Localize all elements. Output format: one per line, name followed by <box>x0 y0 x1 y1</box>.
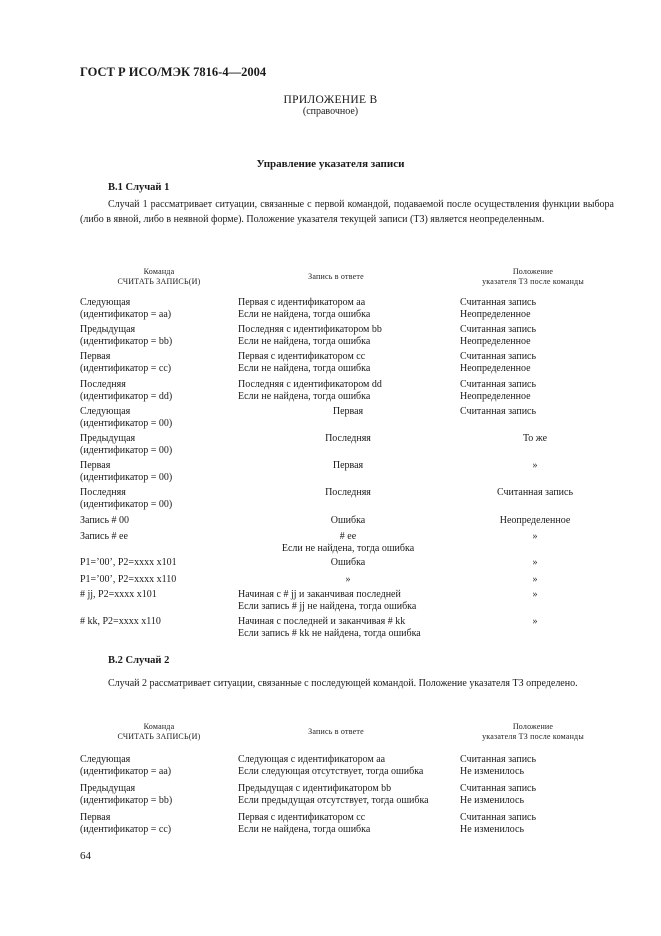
cell-text: Неопределенное <box>460 308 531 320</box>
table-row-cell: # kk, P2=xxxx x110 <box>80 616 161 627</box>
table-row-cell: P1=’00’, P2=xxxx x110 <box>80 574 177 585</box>
cell-text: (идентификатор = 00) <box>80 417 173 429</box>
table-row-cell <box>80 783 236 806</box>
appendix-title: ПРИЛОЖЕНИЕ В <box>283 94 378 106</box>
cell-text: Следующая с идентификатором аа <box>238 754 386 765</box>
cell-text: Предыдущая <box>80 433 136 444</box>
appendix-subtitle: (справочное) <box>302 106 359 117</box>
table-row-cell: » <box>532 557 538 568</box>
cell-text: Начиная с # jj и заканчивая последней <box>238 589 401 600</box>
header-command-line1: Команда <box>143 722 175 731</box>
table-row-cell <box>80 297 236 320</box>
cell-text: Первая <box>80 460 111 471</box>
table-row-cell: То же <box>522 433 548 444</box>
cell-text: Неопределенное <box>460 390 531 402</box>
cell-text: Последняя <box>80 379 126 390</box>
table-row-cell <box>238 589 458 612</box>
cell-text: Последняя <box>80 487 126 498</box>
table-row-cell <box>238 754 458 777</box>
table-row-cell <box>238 616 458 639</box>
case2-title: В.2 Случай 2 <box>108 655 170 666</box>
cell-text: Неопределенное <box>460 362 531 374</box>
cell-text: Считанная запись <box>460 324 537 335</box>
header-command-line2: СЧИТАТЬ ЗАПИСЬ(И) <box>117 277 201 286</box>
table-row-cell: » <box>345 574 351 585</box>
case1-paragraph: Случай 1 рассматривает ситуации, связанные с первой командой, подаваемой после осуществления функции выбора (либо в явной, либо в неявной форме). Положение указателя текущей записи (ТЗ) является неопределенным. <box>80 199 614 225</box>
cell-text: Первая с идентификатором сс <box>238 351 366 362</box>
table-row-cell <box>460 324 610 347</box>
header-pointer-line1: Положение <box>512 267 554 276</box>
cell-text: (идентификатор = 00) <box>80 471 173 483</box>
cell-text: Следующая <box>80 297 131 308</box>
table-row-cell <box>238 531 458 554</box>
case1-title: В.1 Случай 1 <box>108 182 170 193</box>
table-row-cell <box>80 406 236 429</box>
cell-text: (идентификатор = сс) <box>80 362 172 374</box>
table-row-cell <box>80 487 236 510</box>
cell-text: Первая с идентификатором сс <box>238 812 366 823</box>
cell-text: # ее <box>339 531 357 542</box>
table-row-cell <box>460 297 610 320</box>
table-row-cell: P1=’00’, P2=xxxx x101 <box>80 557 177 568</box>
table-row-cell: Первая <box>332 406 364 417</box>
case1-header-pointer <box>458 267 608 287</box>
cell-text: (идентификатор = bb) <box>80 794 173 806</box>
cell-text: Считанная запись <box>460 379 537 390</box>
table-row-cell <box>80 351 236 374</box>
cell-text: Если не найдена, тогда ошибка <box>238 823 371 835</box>
table-row-cell <box>460 812 610 835</box>
cell-text: Считанная запись <box>460 351 537 362</box>
cell-text: Если запись # kk не найдена, тогда ошибка <box>238 627 421 639</box>
table-row-cell: » <box>532 589 538 600</box>
cell-text: Если не найдена, тогда ошибка <box>281 542 415 554</box>
cell-text: Предыдущая с идентификатором bb <box>238 783 392 794</box>
table-row-cell <box>238 297 458 320</box>
cell-text: Первая <box>80 351 111 362</box>
table-row-cell: Неопределенное <box>499 515 571 526</box>
section-title: Управление указателя записи <box>256 158 405 170</box>
cell-text: Если не найдена, тогда ошибка <box>238 308 371 320</box>
cell-text: (идентификатор = аа) <box>80 765 172 777</box>
table-row-cell: » <box>532 616 538 627</box>
cell-text: Начиная с последней и заканчивая # kk <box>238 616 406 627</box>
cell-text: Если следующая отсутствует, тогда ошибка <box>238 765 424 777</box>
cell-text: Первая <box>80 812 111 823</box>
table-row-cell <box>460 754 610 777</box>
table-row-cell: Последняя <box>325 433 371 444</box>
header-pointer-line2: указателя ТЗ после команды <box>482 277 584 286</box>
table-row-cell <box>80 460 236 483</box>
table-row-cell: » <box>532 460 538 471</box>
cell-text: Считанная запись <box>460 783 537 794</box>
table-row-cell: Ошибка <box>330 557 366 568</box>
cell-text: Следующая <box>80 406 131 417</box>
cell-text: Считанная запись <box>460 754 537 765</box>
table-row-cell: Ошибка <box>330 515 366 526</box>
cell-text: Не изменилось <box>460 794 525 806</box>
table-row-cell <box>80 379 236 402</box>
table-row-cell <box>238 783 458 806</box>
cell-text: Неопределенное <box>460 335 531 347</box>
table-row-cell: » <box>532 574 538 585</box>
table-row-cell <box>460 783 610 806</box>
cell-text: Считанная запись <box>460 297 537 308</box>
cell-text: (идентификатор = 00) <box>80 498 173 510</box>
table-row-cell: Считанная запись <box>496 487 574 498</box>
header-command-line2: СЧИТАТЬ ЗАПИСЬ(И) <box>117 732 201 741</box>
page-number: 64 <box>80 850 91 862</box>
table-row-cell <box>460 379 610 402</box>
header-pointer-line2: указателя ТЗ после команды <box>482 732 584 741</box>
cell-text: Предыдущая <box>80 324 136 335</box>
cell-text: Считанная запись <box>460 812 537 823</box>
cell-text: Если запись # jj не найдена, тогда ошибка <box>238 600 417 612</box>
cell-text: Если не найдена, тогда ошибка <box>238 362 371 374</box>
table-row-cell <box>238 351 458 374</box>
cell-text: (идентификатор = bb) <box>80 335 173 347</box>
cell-text: Если не найдена, тогда ошибка <box>238 390 371 402</box>
case2-header-command <box>84 722 234 742</box>
table-row-cell: Запись # 00 <box>80 515 130 526</box>
cell-text: (идентификатор = 00) <box>80 444 173 456</box>
table-row-cell: # jj, P2=xxxx x101 <box>80 589 157 600</box>
cell-text: Если предыдущая отсутствует, тогда ошибка <box>238 794 429 806</box>
cell-text: Если не найдена, тогда ошибка <box>238 335 371 347</box>
table-row-cell: Запись # ее <box>80 531 128 542</box>
header-command-line1: Команда <box>143 267 175 276</box>
cell-text: Следующая <box>80 754 131 765</box>
case2-header-response: Запись в ответе <box>308 727 364 736</box>
case2-paragraph: Случай 2 рассматривает ситуации, связанные с последующей командой. Положение указателя ТЗ определено. <box>108 678 578 689</box>
document-id: ГОСТ Р ИСО/МЭК 7816-4—2004 <box>80 65 267 79</box>
cell-text: Последняя с идентификатором bb <box>238 324 382 335</box>
case2-header-pointer <box>458 722 608 742</box>
table-row-cell: Последняя <box>325 487 371 498</box>
cell-text: (идентификатор = сс) <box>80 823 172 835</box>
table-row-cell: » <box>532 531 538 542</box>
table-row-cell <box>80 324 236 347</box>
cell-text: (идентификатор = dd) <box>80 390 173 402</box>
table-row-cell <box>238 324 458 347</box>
cell-text: Последняя с идентификатором dd <box>238 379 382 390</box>
case1-header-command <box>84 267 234 287</box>
table-row-cell <box>238 379 458 402</box>
table-row-cell <box>80 754 236 777</box>
table-row-cell <box>238 812 458 835</box>
header-pointer-line1: Положение <box>512 722 554 731</box>
table-row-cell: Первая <box>332 460 364 471</box>
table-row-cell: Считанная запись <box>460 406 537 417</box>
cell-text: Не изменилось <box>460 823 525 835</box>
cell-text: (идентификатор = аа) <box>80 308 172 320</box>
cell-text: Первая с идентификатором аа <box>238 297 366 308</box>
table-row-cell <box>80 433 236 456</box>
case1-header-response: Запись в ответе <box>308 272 364 281</box>
table-row-cell <box>80 812 236 835</box>
cell-text: Не изменилось <box>460 765 525 777</box>
table-row-cell <box>460 351 610 374</box>
cell-text: Предыдущая <box>80 783 136 794</box>
